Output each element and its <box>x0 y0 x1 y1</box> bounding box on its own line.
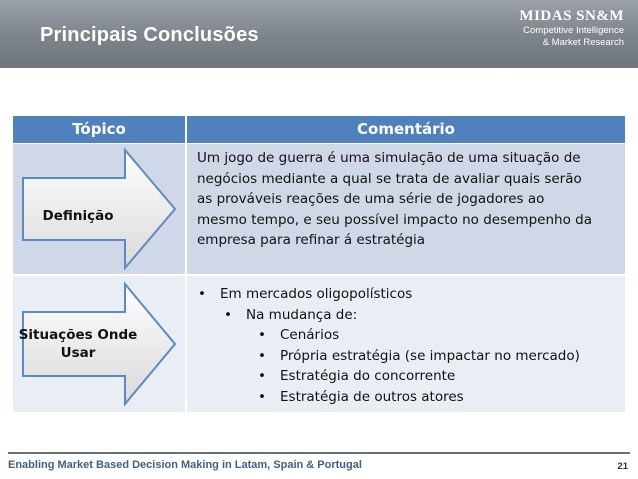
list-item <box>196 325 580 346</box>
bullet-icon: • <box>258 327 266 343</box>
bullet-icon: • <box>258 388 266 405</box>
comment-line: negócios mediante a qual se trata de avaliar quais serão <box>197 170 582 187</box>
topic-usage-label <box>13 326 143 362</box>
comment-line: Um jogo de guerra é uma simulação de uma situação de <box>197 150 581 166</box>
list-item <box>196 366 580 387</box>
brand-logo <box>519 8 624 49</box>
topic-definition-label: Definição <box>42 208 114 224</box>
bullet-text: Na mudança de: <box>246 306 358 323</box>
brand-tagline-1: Competitive Intelligence <box>523 25 624 36</box>
header-comment: Comentário <box>357 120 455 138</box>
comment-line: empresa para refinar á estratégia <box>197 232 426 248</box>
bullet-icon: • <box>198 286 206 302</box>
header-topic: Tópico <box>72 120 126 138</box>
page-number: 21 <box>617 461 628 472</box>
footer-divider <box>8 452 630 454</box>
table-row-definition <box>13 144 625 274</box>
column-divider <box>185 116 187 412</box>
comment-line: mesmo tempo, e seu possível impacto no desempenho da <box>197 211 592 228</box>
bullet-text: Estratégia de outros atores <box>280 388 464 405</box>
bullet-text: Estratégia do concorrente <box>280 368 456 384</box>
comment-line: as prováveis reações de uma série de jogadores ao <box>197 191 545 207</box>
topic-usage-line-2: Usar <box>60 345 96 361</box>
definition-comment <box>197 148 592 251</box>
brand-name: MIDAS SN&M <box>519 8 624 24</box>
bullet-text: Em mercados oligopolísticos <box>220 286 413 302</box>
bullet-icon: • <box>224 306 232 323</box>
table-header-row <box>13 116 625 143</box>
brand-tagline-2: & Market Research <box>542 37 624 48</box>
list-item <box>196 305 580 326</box>
list-item <box>196 346 580 367</box>
bullet-text: Cenários <box>280 327 340 343</box>
topic-usage-line-1: Situações Onde <box>18 327 138 343</box>
list-item <box>196 284 580 305</box>
bullet-icon: • <box>258 347 266 364</box>
bullet-icon: • <box>258 368 266 384</box>
footer-text: Enabling Market Based Decision Making in Latam, Spain & Portugal <box>8 459 362 471</box>
bullet-text: Própria estratégia (se impactar no mercado) <box>280 347 580 364</box>
usage-bullet-list <box>196 284 580 407</box>
list-item <box>196 387 580 408</box>
slide-header <box>0 0 638 68</box>
slide-title: Principais Conclusões <box>40 24 259 46</box>
